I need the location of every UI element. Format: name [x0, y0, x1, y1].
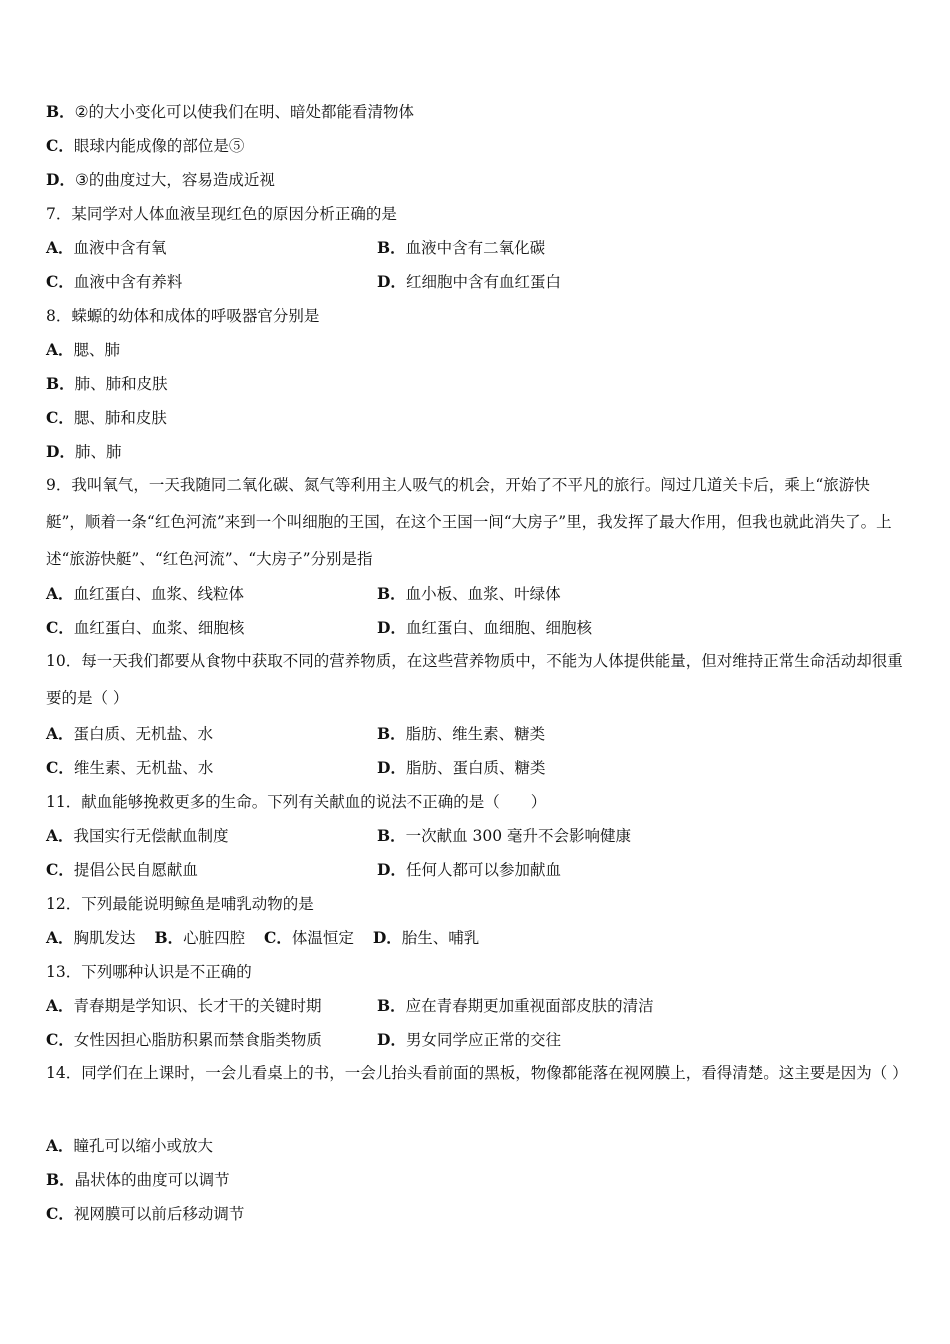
- option-text: 红细胞中含有血红蛋白: [405, 273, 561, 291]
- option-text: 血液中含有二氧化碳: [405, 239, 546, 257]
- option-label: A．: [46, 340, 74, 359]
- q12-option-c: [264, 929, 354, 947]
- option-label: D．: [372, 928, 402, 947]
- q6-option-b: [46, 102, 414, 122]
- q14-option-c: [46, 1204, 244, 1224]
- option-label: C．: [46, 1030, 74, 1049]
- q6-option-c: [46, 136, 244, 156]
- q11-stem: 11．献血能够挽救更多的生命。下列有关献血的说法不正确的是（ ）: [46, 793, 547, 811]
- q7-option-b: [377, 238, 545, 258]
- q14-option-a: [46, 1136, 213, 1156]
- option-label: A．: [46, 724, 74, 743]
- option-text: 晶状体的曲度可以调节: [74, 1171, 230, 1189]
- option-text: 视网膜可以前后移动调节: [73, 1205, 245, 1223]
- q10-option-c: [46, 758, 213, 778]
- option-text: 脂肪、维生素、糖类: [405, 725, 546, 743]
- q12-option-b: [154, 929, 245, 947]
- q12-option-a: [46, 929, 136, 947]
- option-label: A．: [46, 584, 74, 603]
- option-label: C．: [46, 758, 74, 777]
- option-text: 眼球内能成像的部位是⑤: [73, 137, 245, 155]
- option-text: 血液中含有养料: [73, 273, 183, 291]
- option-label: D．: [377, 618, 406, 637]
- option-text: 腮、肺和皮肤: [73, 409, 167, 427]
- q13-stem: 13．下列哪种认识是不正确的: [46, 963, 252, 981]
- option-text: 血红蛋白、血细胞、细胞核: [405, 619, 592, 637]
- q9-option-d: [377, 618, 592, 638]
- option-label: C．: [264, 928, 292, 947]
- q12-option-d: [373, 929, 479, 947]
- option-text: 脂肪、蛋白质、糖类: [405, 759, 546, 777]
- q10-stem: 10．每一天我们都要从食物中获取不同的营养物质，在这些营养物质中，不能为人体提供能量，但对维持正常生命活动却很重要的是（ ）: [46, 652, 903, 707]
- option-text: 我国实行无偿献血制度: [73, 827, 229, 845]
- q12-options: [46, 928, 493, 948]
- option-text: 肺、肺和皮肤: [74, 375, 168, 393]
- option-text: 女性因担心脂肪积累而禁食脂类物质: [73, 1031, 322, 1049]
- option-text: 心脏四腔: [183, 929, 246, 947]
- option-label: B．: [377, 996, 406, 1015]
- q14-option-b: [46, 1170, 230, 1190]
- option-text: 血液中含有氧: [73, 239, 167, 257]
- q10-option-a: [46, 724, 213, 744]
- option-label: D．: [46, 170, 75, 189]
- q7-stem: 7．某同学对人体血液呈现红色的原因分析正确的是: [46, 205, 397, 223]
- option-text: ②的大小变化可以使我们在明、暗处都能看清物体: [74, 103, 415, 121]
- option-text: 任何人都可以参加献血: [405, 861, 561, 879]
- option-label: C．: [46, 1204, 74, 1223]
- option-label: B．: [46, 374, 75, 393]
- option-label: B．: [46, 1170, 75, 1189]
- option-text: 瞳孔可以缩小或放大: [73, 1137, 214, 1155]
- option-text: 胎生、哺乳: [401, 929, 480, 947]
- q13-option-d: [377, 1030, 561, 1050]
- option-label: B．: [377, 826, 406, 845]
- option-text: 胸肌发达: [73, 929, 136, 947]
- option-label: A．: [46, 1136, 74, 1155]
- option-label: C．: [46, 860, 74, 879]
- option-label: D．: [377, 1030, 406, 1049]
- option-label: B．: [377, 584, 406, 603]
- option-text: 体温恒定: [291, 929, 354, 947]
- q10-option-d: [377, 758, 545, 778]
- q8-option-a: [46, 340, 120, 360]
- q11-option-b: [377, 826, 631, 846]
- q12-stem: 12．下列最能说明鲸鱼是哺乳动物的是: [46, 895, 314, 913]
- option-label: B．: [377, 238, 406, 257]
- option-label: D．: [377, 860, 406, 879]
- option-label: D．: [377, 272, 406, 291]
- option-label: B．: [46, 102, 75, 121]
- q11-option-d: [377, 860, 561, 880]
- option-label: C．: [46, 136, 74, 155]
- q13-option-c: [46, 1030, 322, 1050]
- q8-stem: 8．蝾螈的幼体和成体的呼吸器官分别是: [46, 307, 320, 325]
- option-label: D．: [377, 758, 406, 777]
- q11-option-a: [46, 826, 229, 846]
- option-text: 青春期是学知识、长才干的关键时期: [73, 997, 322, 1015]
- option-label: C．: [46, 408, 74, 427]
- q14-stem: 14．同学们在上课时，一会儿看桌上的书，一会儿抬头看前面的黑板，物像都能落在视网膜上，看得清楚。这主要是因为（ ）: [46, 1064, 908, 1082]
- q11-option-c: [46, 860, 198, 880]
- option-text: 维生素、无机盐、水: [73, 759, 214, 777]
- option-text: 男女同学应正常的交往: [405, 1031, 561, 1049]
- option-label: C．: [46, 618, 74, 637]
- q6-option-d: [46, 170, 275, 190]
- option-text: ③的曲度过大，容易造成近视: [74, 171, 275, 189]
- q10-option-b: [377, 724, 545, 744]
- q13-option-b: [377, 996, 654, 1016]
- q8-option-d: [46, 442, 121, 462]
- option-text: 蛋白质、无机盐、水: [73, 725, 214, 743]
- option-text: 肺、肺: [74, 443, 122, 461]
- q13-option-a: [46, 996, 322, 1016]
- option-text: 应在青春期更加重视面部皮肤的清洁: [405, 997, 654, 1015]
- option-text: 血红蛋白、血浆、线粒体: [73, 585, 245, 603]
- q8-option-b: [46, 374, 168, 394]
- option-label: A．: [46, 826, 74, 845]
- option-text: 血小板、血浆、叶绿体: [405, 585, 561, 603]
- option-label: A．: [46, 238, 74, 257]
- option-text: 腮、肺: [73, 341, 121, 359]
- option-text: 一次献血 300 毫升不会影响健康: [405, 827, 632, 845]
- option-label: B．: [154, 928, 184, 947]
- q9-stem: 9．我叫氧气，一天我随同二氧化碳、氮气等利用主人吸气的机会，开始了不平凡的旅行。闯过几道关卡后，乘上“旅游快艇”，顺着一条“红色河流”来到一个叫细胞的王国，在这个王国一间“大房子”里，我发挥了最大作用，但我也就此消失了。上述“旅游快艇”、“红色河流”、“大房子”分别是指: [46, 476, 892, 568]
- option-label: D．: [46, 442, 75, 461]
- option-label: A．: [46, 928, 74, 947]
- q7-option-c: [46, 272, 182, 292]
- option-label: A．: [46, 996, 74, 1015]
- option-text: 提倡公民自愿献血: [73, 861, 198, 879]
- option-text: 血红蛋白、血浆、细胞核: [73, 619, 245, 637]
- q9-option-a: [46, 584, 244, 604]
- q9-option-b: [377, 584, 561, 604]
- q8-option-c: [46, 408, 167, 428]
- q7-option-a: [46, 238, 167, 258]
- q7-option-d: [377, 272, 561, 292]
- option-label: B．: [377, 724, 406, 743]
- option-label: C．: [46, 272, 74, 291]
- q9-option-c: [46, 618, 244, 638]
